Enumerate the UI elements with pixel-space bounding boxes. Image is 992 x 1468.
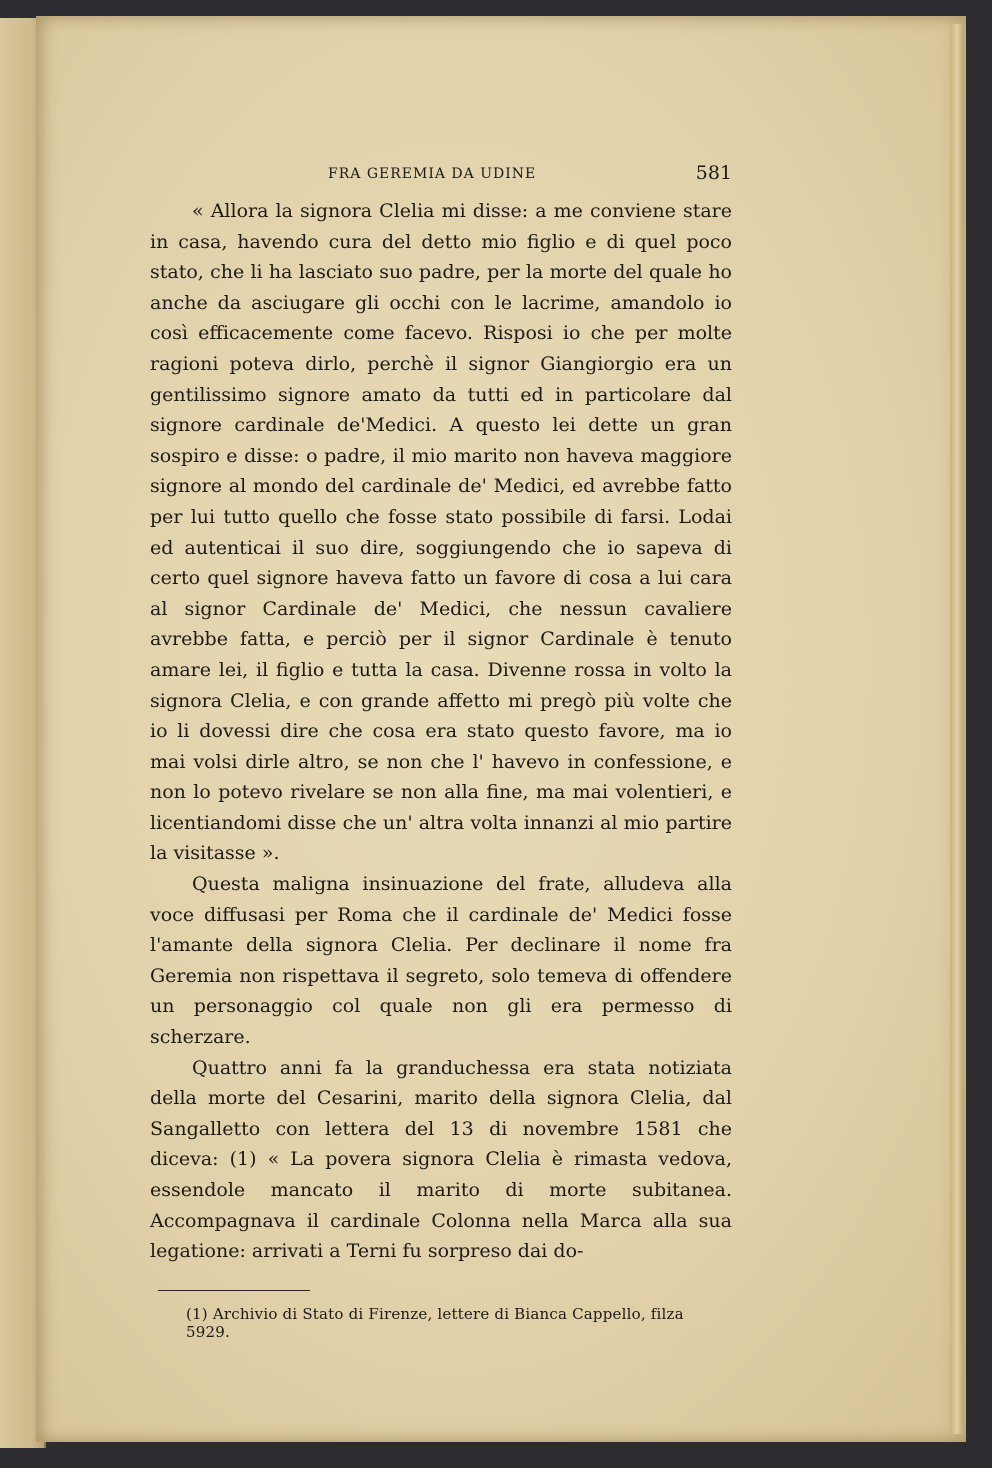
running-title: FRA GEREMIA DA UDINE [328,166,537,182]
paragraph: Quattro anni fa la granduchessa era stata notiziata della morte del Cesarini, marito della signora Clelia, dal Sangalletto con lettera del 13 di novembre 1581 che diceva: (1) « La povera signora Clelia è rimasta vedova, essendole mancato il marito di morte subitanea. Accompagnava il cardinale Colonna nella Marca alla sua legatione: arrivati a Terni fu sorpreso dai do- [150,1056,732,1263]
body-text [150,196,732,1267]
paragraph: Questa maligna insinuazione del frate, alludeva alla voce diffusasi per Roma che il cardinale de' Medici fosse l'amante della signora Clelia. Per declinare il nome fra Geremia non rispettava il segreto, solo temeva di offendere un personaggio col quale non gli era permesso di scherzare. [150,873,732,1049]
page-number: 581 [695,162,732,184]
footnote: (1) Archivio di Stato di Firenze, lettere di Bianca Cappello, filza 5929. [186,1304,684,1341]
page-text-block [150,156,732,1341]
footnote-rule [158,1290,310,1291]
paragraph: « Allora la signora Clelia mi disse: a me conviene stare in casa, havendo cura del detto mio figlio e di quel poco stato, che li ha lasciato suo padre, per la morte del quale ho anche da asciugare gli occhi con le lacrime, amandolo io così efficacemente come facevo. Risposi io che per molte ragioni poteva dirlo, perchè il signor Giangiorgio era un gentilissimo signore amato da tutti ed in particolare dal signore cardinale de'Medici. A questo lei dette un gran sospiro e disse: o padre, il mio marito non haveva maggiore signore al mondo del cardinale de' Medici, ed avrebbe fatto per lui tutto quello che fosse stato possibile di farsi. Lodai ed autenticai il suo dire, soggiungendo che io sapeva di certo quel signore haveva fatto un favore di cosa a lui cara al signor Cardinale de' Medici, che nessun cavaliere avrebbe fatta, e perciò per il signor Cardinale è tenuto amare lei, il figlio e tutta la casa. Divenne rossa in volto la signora Clelia, e con grande affetto mi pregò più volte che io li dovessi dire che cosa era stato questo favore, ma io mai volsi dirle altro, se non che l' havevo in confessione, e non lo potevo rivelare se non alla fine, ma mai volentieri, e licentiandomi disse che un' altra volta innanzi al mio partire la visitasse ». [150,200,732,865]
page-fore-edge [950,24,964,1434]
page-header [150,156,732,196]
